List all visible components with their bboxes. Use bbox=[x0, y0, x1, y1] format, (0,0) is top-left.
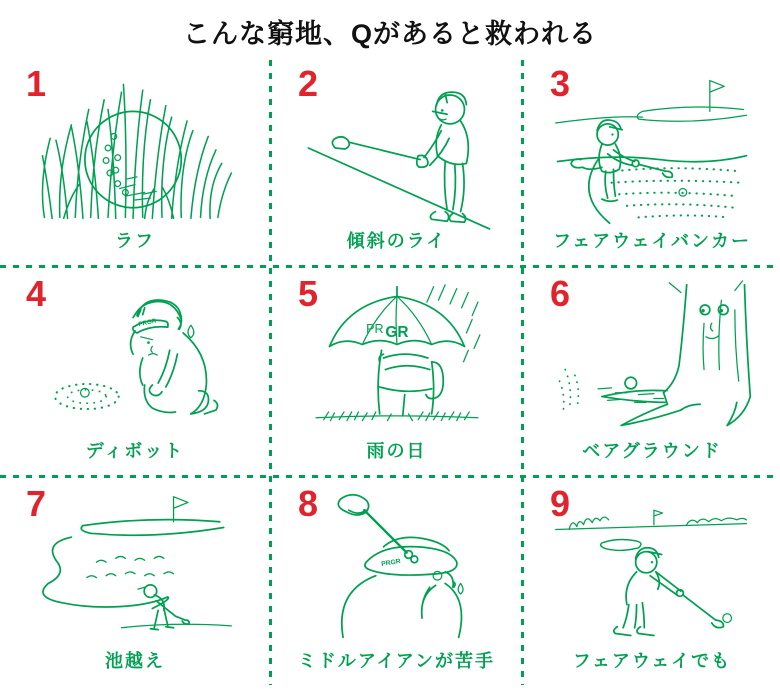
cell-number: 2 bbox=[298, 63, 319, 104]
cell-label: フェアウェイバンカー bbox=[552, 231, 752, 251]
cell-label: 雨の日 bbox=[366, 441, 427, 461]
rain-lines bbox=[426, 285, 479, 362]
golfer-under-umbrella-illustration bbox=[291, 268, 503, 437]
golfer-backswing-illustration bbox=[291, 478, 503, 647]
cap-logo-text: PRGR bbox=[380, 558, 401, 569]
situation-cell-rainy-day bbox=[272, 268, 521, 474]
cell-number: 8 bbox=[298, 483, 319, 524]
situation-cell-bare-ground bbox=[524, 268, 780, 474]
cell-label: ベアグラウンド bbox=[582, 441, 722, 461]
cell-label: ミドルアイアンが苦手 bbox=[297, 651, 496, 671]
golfer-hitting-over-pond-illustration bbox=[29, 478, 241, 647]
cell-label: ラフ bbox=[115, 231, 155, 251]
ball-by-tree-bare-ground-illustration bbox=[546, 268, 758, 437]
cap-logo-text: PRGR bbox=[137, 317, 157, 329]
cell-number: 3 bbox=[550, 63, 571, 104]
cell-number: 1 bbox=[26, 63, 47, 104]
situation-cell-divot bbox=[0, 268, 270, 474]
page-title: こんな窮地、Qがあると救われる bbox=[182, 19, 597, 49]
situation-cell-fairway bbox=[524, 478, 780, 684]
cell-label: 傾斜のライ bbox=[346, 231, 447, 251]
cell-number: 9 bbox=[550, 483, 571, 524]
cell-number: 7 bbox=[26, 483, 47, 524]
situation-cell-middle-iron bbox=[272, 478, 521, 684]
situation-cell-over-pond bbox=[0, 478, 270, 684]
umbrella-logo-right: GR bbox=[384, 323, 409, 341]
golfer-kneeling-at-divot-illustration bbox=[29, 268, 241, 437]
golfer-on-fairway-illustration bbox=[546, 478, 758, 647]
umbrella-logo-left: PR bbox=[365, 321, 384, 336]
cell-label: 池越え bbox=[105, 651, 165, 671]
cell-number: 6 bbox=[550, 273, 571, 314]
cell-number: 4 bbox=[26, 273, 47, 314]
cell-number: 5 bbox=[298, 273, 319, 314]
ball-in-rough-illustration bbox=[29, 58, 241, 227]
situation-cell-rough bbox=[0, 58, 270, 264]
golfer-in-fairway-bunker-illustration bbox=[546, 58, 758, 227]
cell-label: フェアウェイでも bbox=[572, 651, 732, 671]
situation-cell-slope-lie bbox=[272, 58, 521, 264]
cell-label: ディボット bbox=[85, 441, 185, 461]
golfer-on-slope-illustration bbox=[291, 58, 503, 227]
situation-cell-fairway-bunker bbox=[524, 58, 780, 264]
